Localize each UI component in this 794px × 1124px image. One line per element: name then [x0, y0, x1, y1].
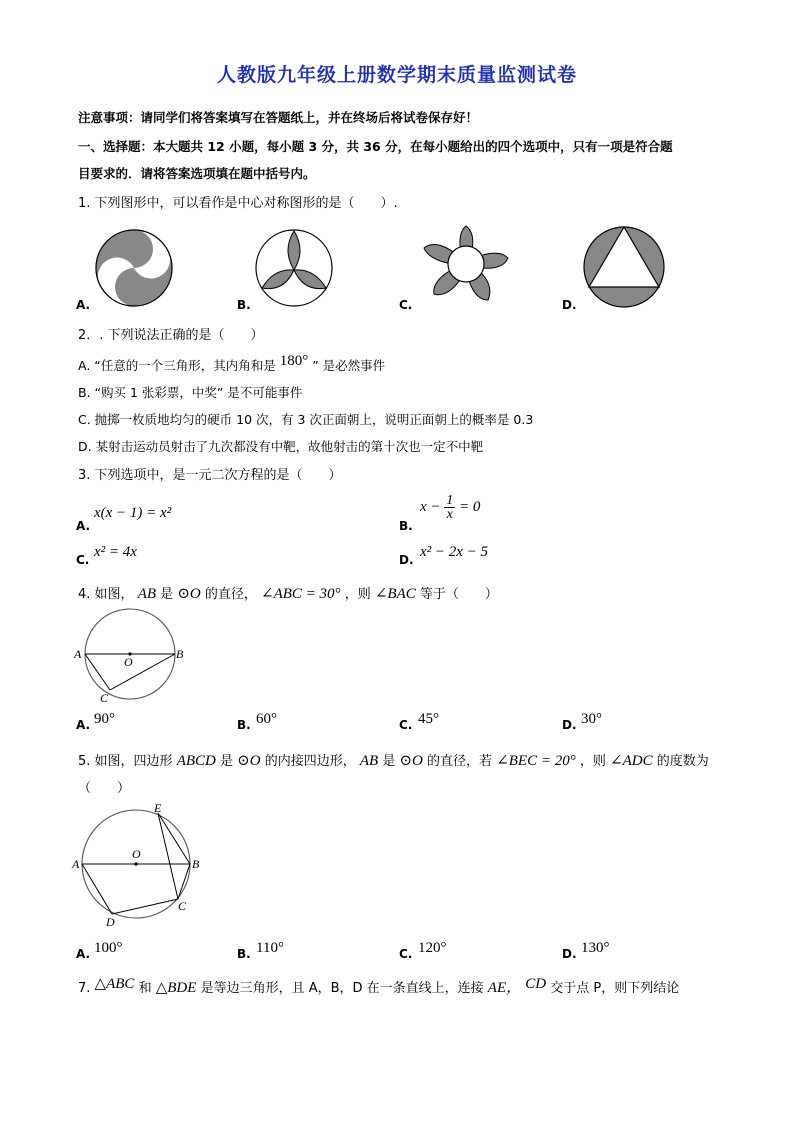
q3-label-a: A. — [76, 519, 91, 533]
q5-is: 是 — [220, 754, 234, 769]
q2-option-a-pre: A. “任意的一个三角形，其内角和是 — [78, 358, 276, 373]
q7-and: 和 — [138, 981, 152, 996]
q4-value-c: 45° — [418, 711, 439, 727]
q4-value-d: 30° — [581, 711, 602, 727]
q5-then: ，则 — [579, 754, 606, 769]
q4-value-b: 60° — [256, 711, 277, 727]
q5-point-d: D — [106, 915, 115, 929]
q4-value-a: 90° — [94, 711, 115, 727]
q5-circle2: ⊙O — [399, 753, 423, 769]
q5-angle: ∠BEC = 20° — [496, 753, 576, 769]
q4-is: 是 — [160, 587, 174, 602]
q1-stem: 1. 下列图形中，可以看作是中心对称图形的是（ ）. — [78, 196, 398, 211]
q7-triangle-abc: △ABC — [94, 976, 135, 992]
q3-label-c: C. — [76, 553, 90, 567]
q5-abcd: ABCD — [176, 753, 216, 769]
q2-option-a-math: 180° — [279, 353, 309, 369]
q5-value-a: 100° — [94, 940, 123, 956]
q5-label-d: D. — [562, 947, 577, 961]
q1-figure-c — [420, 224, 512, 310]
q5-mid: 的内接四边形， — [264, 754, 356, 769]
q2-option-b: B. “购买 1 张彩票，中奖” 是不可能事件 — [78, 385, 303, 400]
q5-label-c: C. — [399, 947, 413, 961]
q5-point-b: B — [192, 857, 200, 871]
q3-option-b-fraction — [444, 494, 455, 521]
page-title: 人教版九年级上册数学期末质量监测试卷 — [216, 64, 577, 86]
q4-point-a: A — [74, 647, 82, 661]
q1-figure-b — [254, 228, 334, 308]
q1-figure-a — [94, 228, 174, 308]
q4-stem — [78, 583, 498, 603]
q5-figure — [72, 802, 204, 930]
q5-circle: ⊙O — [237, 753, 261, 769]
q7-rest1: 是等边三角形，且 A，B，D 在一条直线上，连接 — [200, 981, 484, 996]
q1-label-d: D. — [562, 298, 577, 312]
q5-label-a: A. — [76, 947, 91, 961]
q1-label-b: B. — [237, 298, 251, 312]
section1-line2: 目要求的．请将答案选项填在题中括号内。 — [78, 166, 316, 181]
q4-ab: AB — [137, 586, 157, 602]
q5-stem — [78, 750, 709, 770]
q3-option-d: x² − 2x − 5 — [420, 544, 489, 560]
q3-stem: 3. 下列选项中，是一元二次方程的是（ ） — [78, 468, 342, 483]
q4-figure — [74, 608, 186, 708]
q3-option-b-pre: x − — [420, 499, 441, 515]
q2-option-a-post: ” 是必然事件 — [312, 358, 386, 373]
q5-mid2: 的直径，若 — [427, 754, 493, 769]
q5-ask: ∠ADC — [610, 753, 653, 769]
q4-point-c: C — [100, 691, 109, 705]
q4-end: 等于（ ） — [419, 587, 498, 602]
q3-option-a: x(x − 1) = x² — [94, 505, 172, 521]
q3-option-b-denominator: x — [446, 507, 453, 522]
q7-number: 7. — [78, 981, 91, 996]
q5-point-c: C — [178, 899, 187, 913]
q1-label-c: C. — [399, 298, 413, 312]
q5-ab: AB — [359, 753, 379, 769]
q4-label-c: C. — [399, 718, 413, 732]
q5-point-a: A — [72, 857, 80, 871]
q2-option-c: C. 抛掷一枚质地均匀的硬币 10 次，有 3 次正面朝上，说明正面朝上的概率是 0.3 — [78, 412, 534, 427]
notice-text: 注意事项：请同学们将答案填写在答题纸上，并在终场后将试卷保存好！ — [78, 110, 479, 125]
q3-option-c: x² = 4x — [94, 544, 137, 560]
section1-line1: 一、选择题：本大题共 12 小题，每小题 3 分，共 36 分，在每小题给出的四个选项中，只有一项是符合题 — [78, 139, 673, 154]
q2-option-a — [78, 353, 386, 375]
q7-ae: AE， — [487, 980, 522, 996]
q5-paren: （ ） — [78, 781, 131, 796]
q3-option-b-numerator: 1 — [446, 493, 454, 508]
q4-label-a: A. — [76, 718, 91, 732]
q4-point-b: B — [176, 647, 184, 661]
q1-label-a: A. — [76, 298, 91, 312]
q1-figure-d — [582, 225, 666, 309]
q5-end: 的度数为 — [656, 754, 709, 769]
q5-point-e: E — [154, 801, 162, 815]
q4-then: ，则 — [344, 587, 371, 602]
q5-is2: 是 — [382, 754, 396, 769]
q5-point-o: O — [132, 847, 141, 861]
q3-option-b-post: = 0 — [459, 499, 481, 515]
q5-value-d: 130° — [581, 940, 610, 956]
q5-label-b: B. — [237, 947, 251, 961]
q4-stem-pre: 4. 如图， — [78, 587, 134, 602]
q3-label-b: B. — [399, 519, 413, 533]
q4-circle: ⊙O — [177, 586, 201, 602]
q3-option-b — [420, 494, 480, 521]
q4-mid: 的直径， — [204, 587, 257, 602]
q5-value-b: 110° — [256, 940, 284, 956]
q7-triangle-bde: △BDE — [155, 980, 197, 996]
q4-point-o: O — [124, 655, 133, 669]
q4-angle: ∠ABC = 30° — [261, 586, 341, 602]
q4-ask: ∠BAC — [374, 586, 416, 602]
q7-stem — [78, 976, 679, 997]
q5-stem-pre: 5. 如图，四边形 — [78, 754, 173, 769]
q2-stem: 2．. 下列说法正确的是（ ） — [78, 328, 264, 343]
q4-label-b: B. — [237, 718, 251, 732]
q4-label-d: D. — [562, 718, 577, 732]
q3-label-d: D. — [399, 553, 414, 567]
q7-rest2: 交于点 P，则下列结论 — [550, 981, 680, 996]
q5-value-c: 120° — [418, 940, 447, 956]
q7-cd: CD — [525, 976, 547, 992]
q2-option-d: D. 某射击运动员射击了九次都没有中靶，故他射击的第十次也一定不中靶 — [78, 439, 484, 454]
